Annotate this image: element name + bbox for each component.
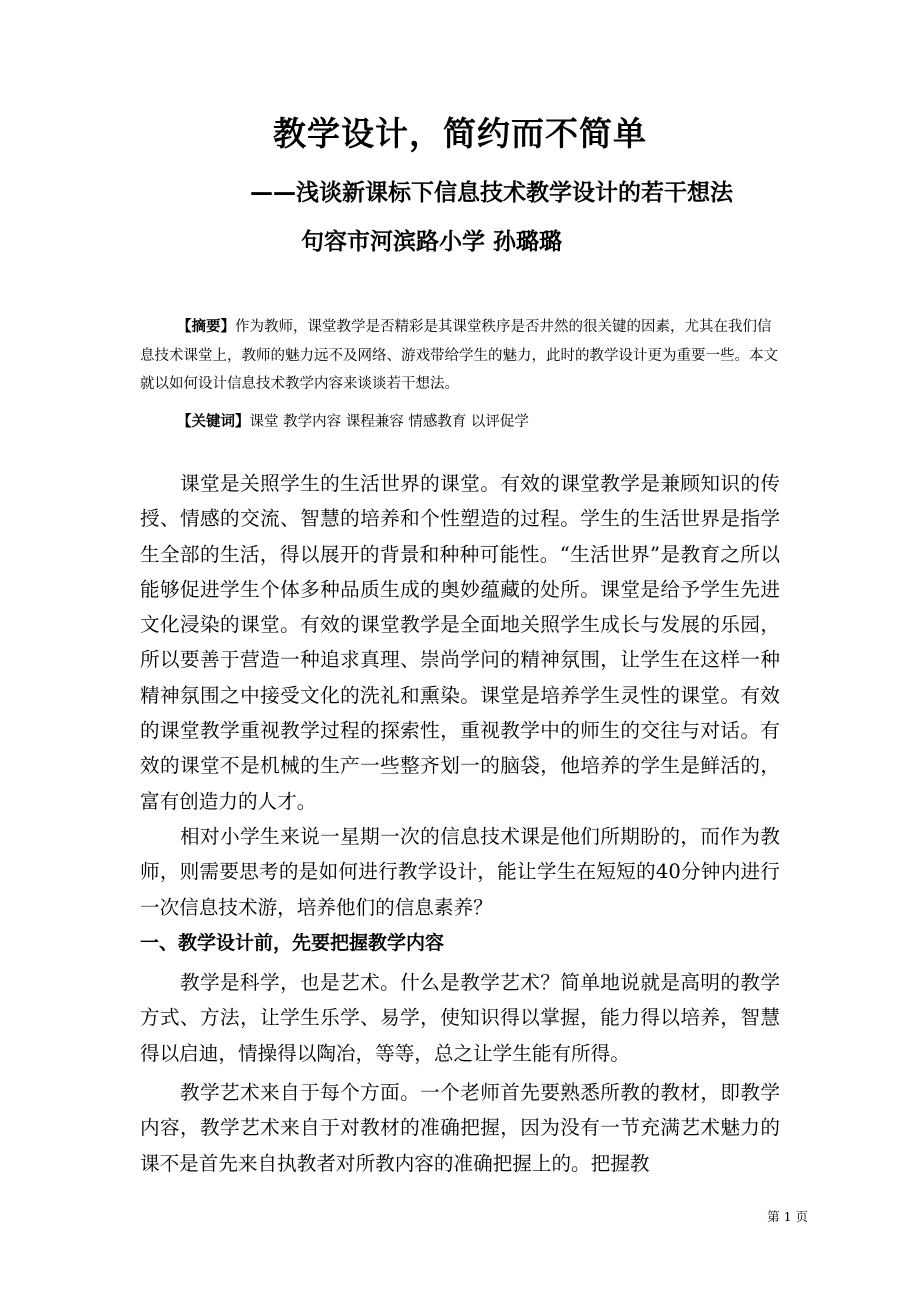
section-heading: 一、教学设计前，先要把握教学内容 xyxy=(140,932,445,954)
document-subtitle: ——浅谈新课标下信息技术教学设计的若干想法 xyxy=(250,180,733,206)
section-paragraph: 教学是科学，也是艺术。什么是教学艺术？简单地说就是高明的教学方式、方法，让学生乐学、易学，使知识得以掌握，能力得以培养，智慧得以启迪，情操得以陶冶，等等，总之让学生能有所得。 xyxy=(140,971,780,1065)
page-number: 第 1 页 xyxy=(767,1209,808,1224)
abstract-label: 【摘要】 xyxy=(177,319,235,335)
document-title: 教学设计，简约而不简单 xyxy=(273,114,647,153)
keywords-text: 课堂 教学内容 课程兼容 情感教育 以评促学 xyxy=(249,414,529,430)
keywords-label: 【关键词】 xyxy=(177,414,250,430)
author-line: 句容市河滨路小学 孙璐璐 xyxy=(301,229,563,255)
body-paragraph: 课堂是关照学生的生活世界的课堂。有效的课堂教学是兼顾知识的传授、情感的交流、智慧的培养和个性塑造的过程。学生的生活世界是指学生全部的生活，得以展开的背景和种种可能性。“生活世界”是教育之所以能够促进学生个体多种品质生成的奥妙蕴藏的处所。课堂是给予学生先进文化浸染的课堂。有效的课堂教学是全面地关照学生成长与发展的乐园，所以要善于营造一种追求真理、崇尚学问的精神氛围，让学生在这样一种精神氛围之中接受文化的洗礼和熏染。课堂是培养学生灵性的课堂。有效的课堂教学重视教学过程的探索性，重视教学中的师生的交往与对话。有效的课堂不是机械的生产一些整齐划一的脑袋，他培养的学生是鲜活的，富有创造力的人才。 xyxy=(140,472,780,813)
body-paragraph: 相对小学生来说一星期一次的信息技术课是他们所期盼的，而作为教师，则需要思考的是如何进行教学设计，能让学生在短短的40分钟内进行一次信息技术游，培养他们的信息素养？ xyxy=(140,825,780,919)
section-paragraph: 教学艺术来自于每个方面。一个老师首先要熟悉所教的教材，即教学内容，教学艺术来自于对教材的准确把握，因为没有一节充满艺术魅力的课不是首先来自执教者对所教内容的准确把握上的。把握教 xyxy=(140,1081,780,1175)
abstract xyxy=(140,313,782,399)
abstract-text: 作为教师，课堂教学是否精彩是其课堂秩序是否井然的很关键的因素，尤其在我们信息技术课堂上，教师的魅力远不及网络、游戏带给学生的魅力，此时的教学设计更为重要一些。本文就以如何设计信息技术教学内容来谈谈若干想法。 xyxy=(140,319,778,392)
keywords xyxy=(177,408,529,436)
